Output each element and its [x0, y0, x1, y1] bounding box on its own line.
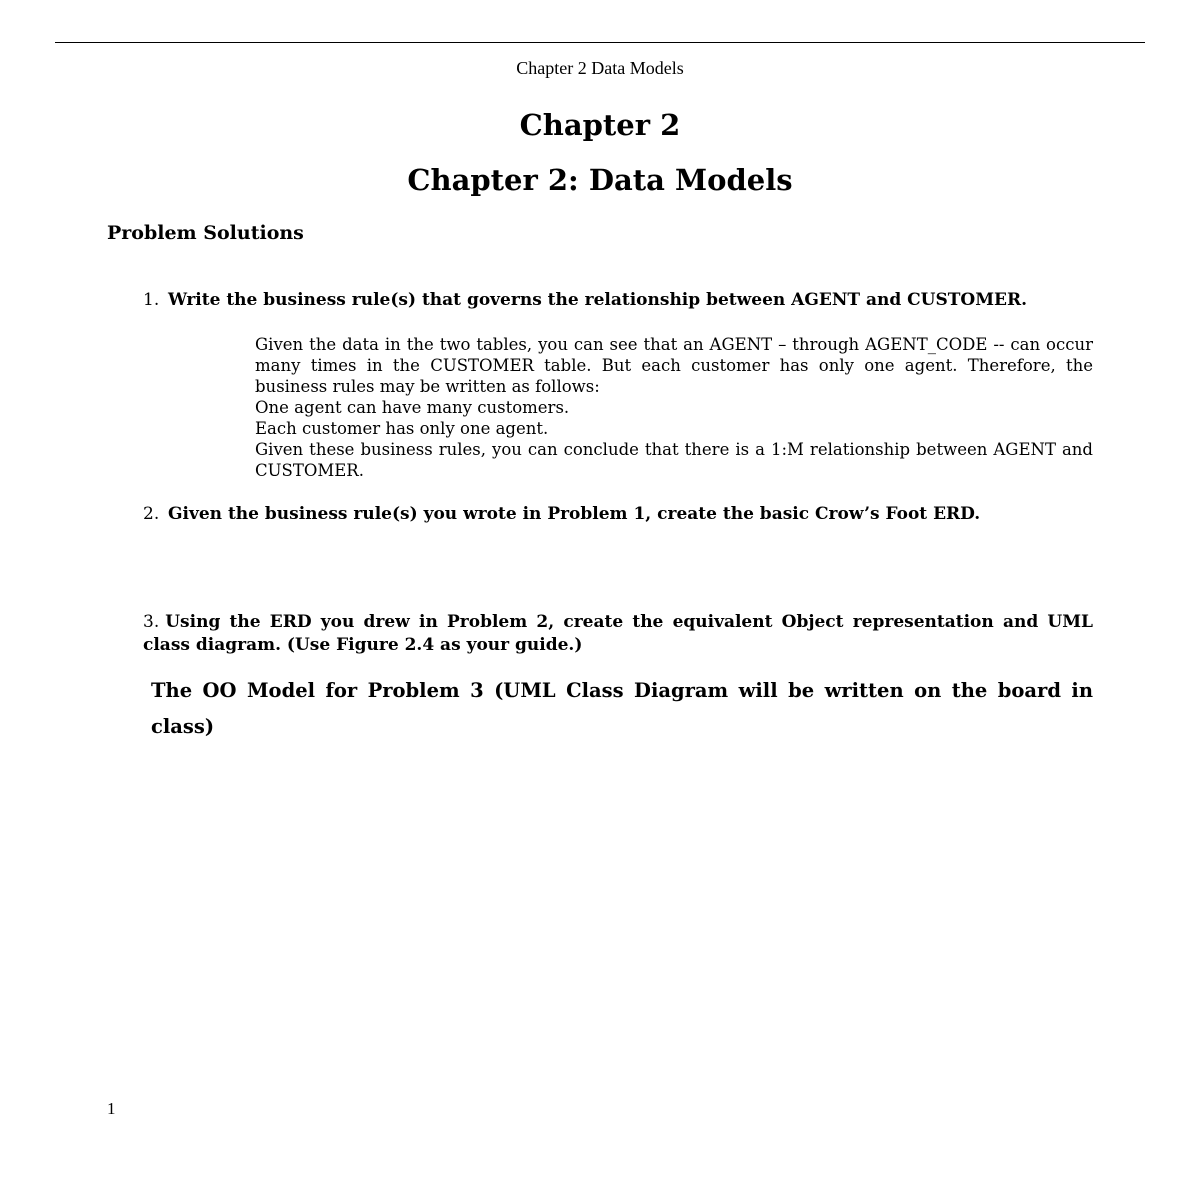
question-3	[143, 611, 1093, 657]
oo-model-note: The OO Model for Problem 3 (UML Class Diagram will be written on the board in class)	[151, 679, 1093, 738]
question-number: 3.	[143, 612, 160, 632]
answer-1	[255, 334, 1093, 481]
question-number: 1.	[143, 290, 160, 310]
header-rule	[55, 42, 1145, 43]
question-2	[143, 503, 1093, 526]
page-number: 1	[107, 1099, 116, 1118]
answer-paragraph: Given the data in the two tables, you can see that an AGENT – through AGENT_CODE -- can occur many times in the CUSTOMER table. But each customer has only one agent. Therefore, the business rules may be written as follows:	[255, 335, 1093, 396]
question-number: 2.	[143, 504, 160, 524]
section-heading: Problem Solutions	[107, 222, 304, 244]
chapter-label: Chapter 2	[519, 108, 681, 142]
business-rule-1: One agent can have many customers.	[255, 398, 570, 417]
business-rule-2: Each customer has only one agent.	[255, 419, 549, 438]
question-text: Using the ERD you drew in Problem 2, create the equivalent Object representation and UML class diagram. (Use Figure 2.4 as your guide.)	[143, 612, 1093, 655]
question-1	[143, 289, 1093, 312]
question-text: Given the business rule(s) you wrote in Problem 1, create the basic Crow’s Foot ERD.	[168, 504, 981, 524]
answer-conclusion: Given these business rules, you can conclude that there is a 1:M relationship between AGENT and CUSTOMER.	[255, 440, 1093, 480]
chapter-title: Chapter 2: Data Models	[407, 163, 793, 197]
running-header: Chapter 2 Data Models	[516, 58, 684, 78]
question-text: Write the business rule(s) that governs the relationship between AGENT and CUSTOMER.	[168, 290, 1028, 310]
